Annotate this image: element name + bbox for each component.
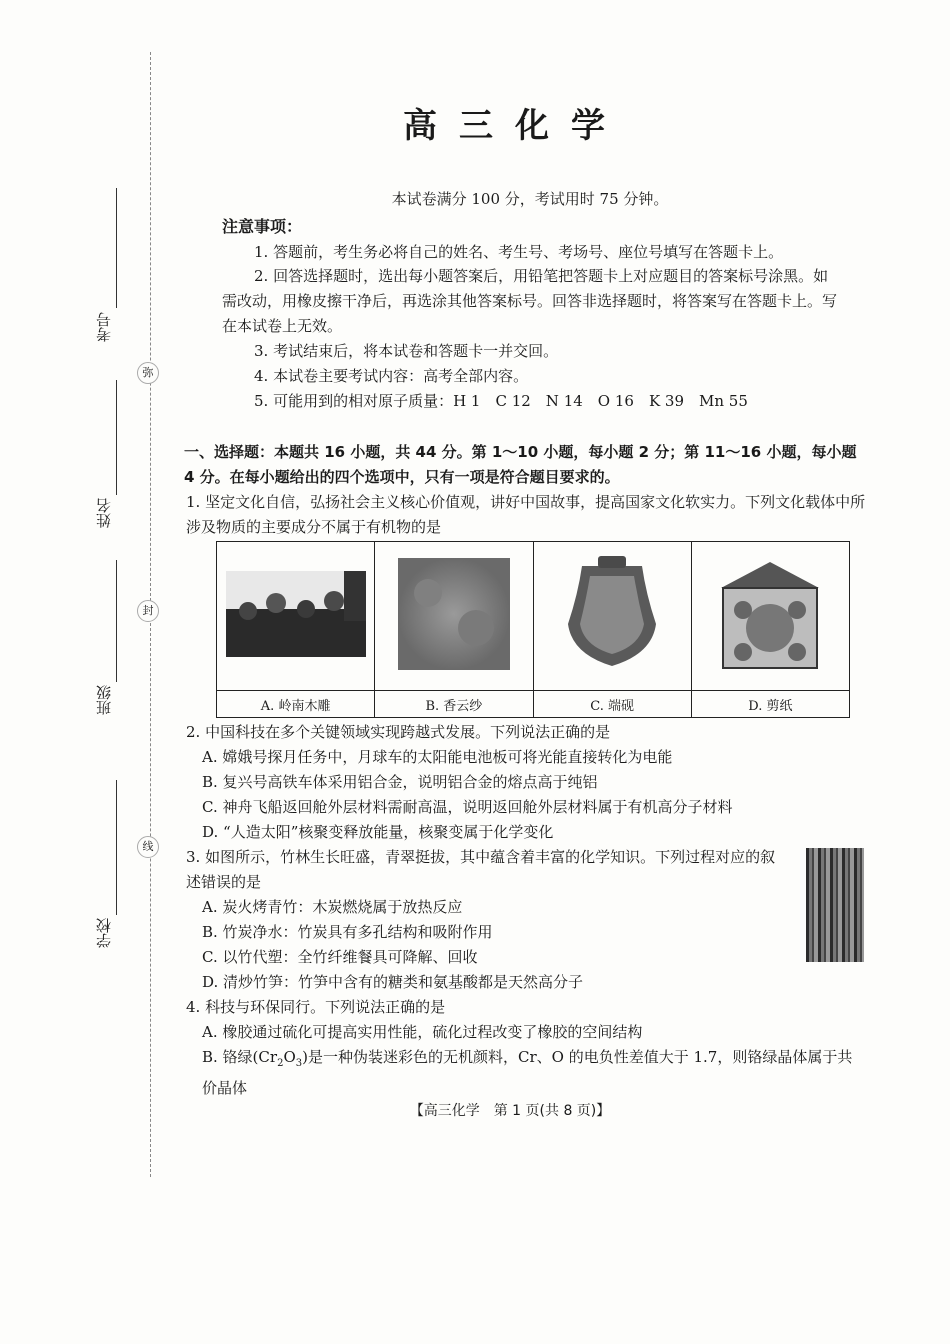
wood-carving-image (226, 571, 366, 657)
xingming-line (116, 380, 117, 495)
q1-caption-a: A. 岭南木雕 (217, 691, 375, 718)
q2-option-a: A. 嫦娥号探月任务中，月球车的太阳能电池板可将光能直接转化为电能 (202, 748, 673, 766)
q2-option-c: C. 神舟飞船返回舱外层材料需耐高温，说明返回舱外层材料属于有机高分子材料 (202, 798, 733, 816)
q4-optb-post: )是一种伪装迷彩色的无机颜料，Cr、O 的电负性差值大于 1.7，则铬绿晶体属于共价晶体 (202, 1048, 853, 1097)
seal-feng: 封 (137, 600, 159, 622)
note-item: 1. 答题前，考生务必将自己的姓名、考生号、考场号、座位号填写在答题卡上。 (254, 243, 784, 261)
label-banji: 班级 (95, 685, 113, 715)
question-3-stem: 3. 如图所示，竹林生长旺盛，青翠挺拔，其中蕴含着丰富的化学知识。下列过程对应的叙述错误的是 (186, 848, 776, 891)
page-title: 高三化学 (403, 106, 627, 146)
q1-image-d-cell (691, 542, 849, 691)
q4-option-b (202, 1045, 866, 1101)
note-item: 2. 回答选择题时，选出每小题答案后，用铅笔把答题卡上对应题目的答案标号涂黑。如需改动，用橡皮擦干净后，再选涂其他答案标号。回答非选择题时，将答案写在答题卡上。写在本试卷上无效。 (222, 267, 838, 335)
seal-xian: 线 (137, 836, 159, 858)
q4-optb-mid: O (283, 1048, 296, 1066)
q2-option-d: D. “人造太阳”核聚变释放能量，核聚变属于化学变化 (202, 823, 554, 841)
banji-line (116, 560, 117, 682)
q3-option-d: D. 清炒竹笋：竹笋中含有的糖类和氨基酸都是天然高分子 (202, 973, 584, 991)
label-kaohao: 考号 (95, 312, 113, 342)
q4-option-a: A. 橡胶通过硫化可提高实用性能，硫化过程改变了橡胶的空间结构 (202, 1023, 643, 1041)
q3-option-a: A. 炭火烤青竹：木炭燃烧属于放热反应 (202, 898, 463, 916)
q1-caption-d: D. 剪纸 (691, 691, 849, 718)
q3-option-b: B. 竹炭净水：竹炭具有多孔结构和吸附作用 (202, 923, 493, 941)
question-4-stem: 4. 科技与环保同行。下列说法正确的是 (186, 998, 446, 1016)
note-item: 4. 本试卷主要考试内容：高考全部内容。 (254, 367, 529, 385)
silk-fabric-image (398, 558, 510, 670)
q1-image-c-cell (533, 542, 691, 691)
question-1-stem: 1. 坚定文化自信，弘扬社会主义核心价值观，讲好中国故事，提高国家文化软实力。下列文化载体中所涉及物质的主要成分不属于有机物的是 (186, 493, 866, 536)
exam-info: 本试卷满分 100 分，考试用时 75 分钟。 (391, 190, 669, 208)
q4-optb-sub1: 2 (277, 1058, 284, 1069)
q1-caption-c: C. 端砚 (533, 691, 691, 718)
q2-option-b: B. 复兴号高铁车体采用铝合金，说明铝合金的熔点高于纯铝 (202, 773, 598, 791)
label-xingming: 姓名 (95, 498, 113, 528)
q4-optb-pre: B. 铬绿(Cr (202, 1048, 278, 1066)
note-item: 5. 可能用到的相对原子质量：H 1 C 12 N 14 O 16 K 39 Mn 55 (254, 392, 748, 410)
q1-image-b-cell (375, 542, 533, 691)
inkstone-image (560, 554, 664, 674)
note-item: 3. 考试结束后，将本试卷和答题卡一并交回。 (254, 342, 559, 360)
page-footer: 【高三化学 第 1 页(共 8 页)】 (409, 1103, 611, 1119)
notes-title: 注意事项： (222, 217, 303, 236)
q1-caption-b: B. 香云纱 (375, 691, 533, 718)
section-heading: 一、选择题：本题共 16 小题，共 44 分。第 1～10 小题，每小题 2 分；第 11～16 小题，每小题 4 分。在每小题给出的四个选项中，只有一项是符合题目要求的。 (184, 443, 857, 486)
xuexiao-line (116, 780, 117, 915)
seal-mi: 弥 (137, 362, 159, 384)
q1-image-table (216, 541, 850, 718)
q1-image-a-cell (217, 542, 375, 691)
question-2-stem: 2. 中国科技在多个关键领域实现跨越式发展。下列说法正确的是 (186, 723, 611, 741)
q3-option-c: C. 以竹代塑：全竹纤维餐具可降解、回收 (202, 948, 478, 966)
paper-cutting-image (715, 558, 825, 670)
q4-optb-sub2: 3 (295, 1058, 303, 1069)
label-xuexiao: 学校 (95, 918, 113, 948)
